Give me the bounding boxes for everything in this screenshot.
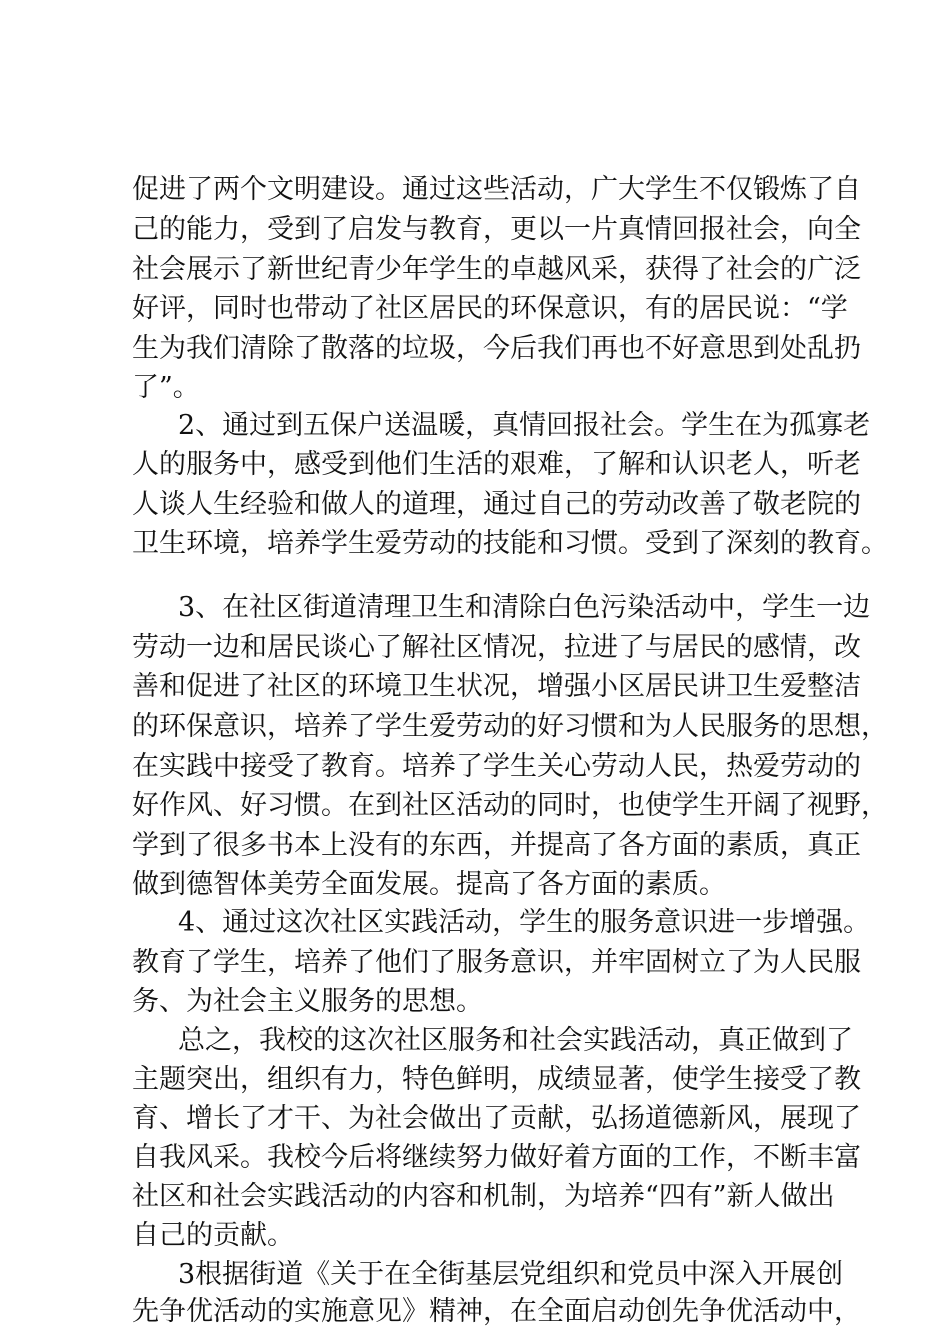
- paragraph-line: 卫生环境，培养学生爱劳动的技能和习惯。受到了深刻的教育。: [132, 528, 888, 559]
- paragraph-line: 主题突出，组织有力，特色鲜明，成绩显著，使学生接受了教: [132, 1064, 861, 1095]
- paragraph-line: 自我风采。我校今后将继续努力做好着方面的工作，不断丰富: [132, 1142, 861, 1173]
- paragraph-line: 2、通过到五保户送温暖，真情回报社会。学生在为孤寡老: [178, 410, 871, 441]
- paragraph-line: 3根据街道《关于在全街基层党组织和党员中深入开展创: [178, 1259, 844, 1290]
- paragraph-line: 总之，我校的这次社区服务和社会实践活动，真正做到了: [178, 1025, 853, 1056]
- paragraph-line: 劳动一边和居民谈心了解社区情况，拉进了与居民的感情，改: [132, 632, 861, 663]
- paragraph-line: 了”。: [132, 372, 200, 403]
- paragraph-line: 育、增长了才干、为社会做出了贡献，弘扬道德新风，展现了: [132, 1103, 861, 1134]
- paragraph-line: 在实践中接受了教育。培养了学生关心劳动人民，热爱劳动的: [132, 751, 861, 782]
- paragraph-line: 学到了很多书本上没有的东西，并提高了各方面的素质，真正: [132, 830, 861, 861]
- paragraph-line: 教育了学生，培养了他们了服务意识，并牢固树立了为人民服: [132, 947, 861, 978]
- paragraph-line: 生为我们清除了散落的垃圾，今后我们再也不好意思到处乱扔: [132, 333, 861, 364]
- paragraph-line: 务、为社会主义服务的思想。: [132, 986, 483, 1017]
- paragraph-line: 的环保意识，培养了学生爱劳动的好习惯和为人民服务的思想，: [132, 711, 888, 742]
- paragraph-line: 社会展示了新世纪青少年学生的卓越风采，获得了社会的广泛: [132, 254, 861, 285]
- paragraph-line: 人谈人生经验和做人的道理，通过自己的劳动改善了敬老院的: [132, 489, 861, 520]
- paragraph-line: 好作风、好习惯。在到社区活动的同时，也使学生开阔了视野，: [132, 790, 888, 821]
- paragraph-line: 善和促进了社区的环境卫生状况，增强小区居民讲卫生爱整洁: [132, 671, 861, 702]
- paragraph-line: 4、通过这次社区实践活动，学生的服务意识进一步增强。: [178, 907, 871, 938]
- paragraph-line: 先争优活动的实施意见》精神，在全面启动创先争优活动中，: [132, 1296, 861, 1327]
- paragraph-line: 社区和社会实践活动的内容和机制，为培养“四有”新人做出: [132, 1181, 835, 1212]
- paragraph-line: 促进了两个文明建设。通过这些活动，广大学生不仅锻炼了自: [132, 174, 861, 205]
- paragraph-line: 己的能力，受到了启发与教育，更以一片真情回报社会，向全: [132, 214, 861, 245]
- paragraph-line: 人的服务中，感受到他们生活的艰难，了解和认识老人，听老: [132, 449, 861, 480]
- paragraph-line: 自己的贡献。: [132, 1220, 294, 1251]
- paragraph-line: 3、在社区街道清理卫生和清除白色污染活动中，学生一边: [178, 592, 871, 623]
- paragraph-line: 好评，同时也带动了社区居民的环保意识，有的居民说：“学: [132, 293, 848, 324]
- paragraph-line: 做到德智体美劳全面发展。提高了各方面的素质。: [132, 869, 726, 900]
